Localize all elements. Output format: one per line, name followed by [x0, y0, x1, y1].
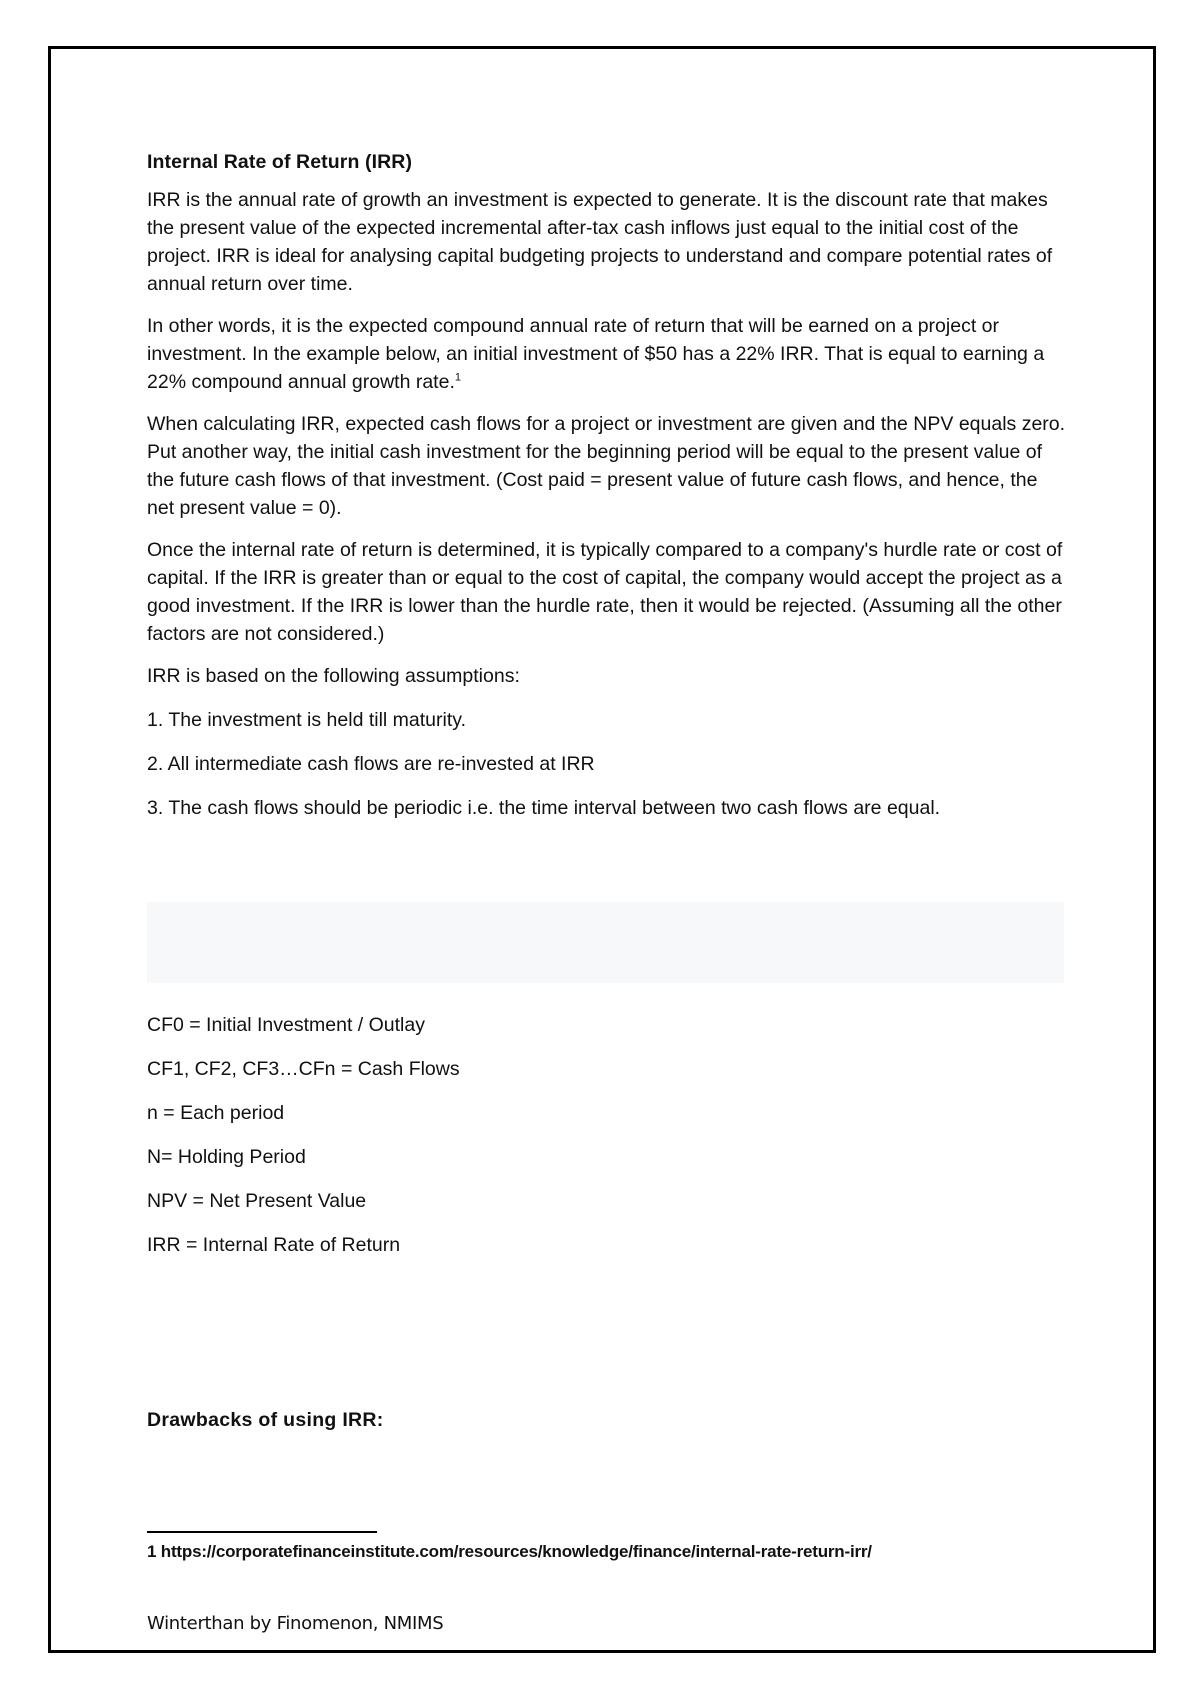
paragraph-compound-rate	[147, 312, 1067, 396]
paragraph-hurdle-rate: Once the internal rate of return is determined, it is typically compared to a company's hurdle rate or cost of capital. If the IRR is greater than or equal to the cost of capital, the company would accept the project as a good investment. If the IRR is lower than the hurdle rate, then it would be rejected. (Assuming all the other factors are not considered.)	[147, 539, 1063, 645]
assumption-item-3: 3. The cash flows should be periodic i.e. the time interval between two cash flows are equal.	[147, 797, 941, 819]
paragraph-compound-rate-text: In other words, it is the expected compound annual rate of return that will be earned on a project or investment. In the example below, an initial investment of $50 has a 22% IRR. That is equal to earning a 22% compound annual growth rate.	[147, 315, 1045, 393]
legend-item-holding-period: N= Holding Period	[147, 1146, 306, 1168]
legend-item-irr: IRR = Internal Rate of Return	[147, 1234, 401, 1256]
drawbacks-heading: Drawbacks of using IRR:	[147, 1409, 384, 1431]
paragraph-calculation: When calculating IRR, expected cash flows for a project or investment are given and the NPV equals zero. Put another way, the initial cash investment for the beginning period will be equal to the present value of the future cash flows of that investment. (Cost paid = present value of future cash flows, and hence, the net present value = 0).	[147, 413, 1066, 519]
formula-legend	[147, 1011, 1047, 1275]
footnote-divider	[147, 1531, 377, 1533]
footnote-link[interactable]: 1 https://corporatefinanceinstitute.com/resources/knowledge/finance/internal-rate-return-irr/	[147, 1542, 872, 1561]
legend-item-period: n = Each period	[147, 1102, 285, 1124]
legend-item-cf0: CF0 = Initial Investment / Outlay	[147, 1014, 425, 1036]
paragraph-definition: IRR is the annual rate of growth an investment is expected to generate. It is the discount rate that makes the present value of the expected incremental after-tax cash inflows just equal to the initial cost of the project. IRR is ideal for analysing capital budgeting projects to understand and compare potential rates of annual return over time.	[147, 189, 1053, 295]
formula-placeholder	[147, 902, 1064, 983]
legend-item-cash-flows: CF1, CF2, CF3…CFn = Cash Flows	[147, 1058, 460, 1080]
page-footer: Winterthan by Finomenon, NMIMS	[147, 1613, 444, 1634]
footnote-marker[interactable]: 1	[454, 371, 461, 384]
legend-item-npv: NPV = Net Present Value	[147, 1190, 367, 1212]
assumptions-intro: IRR is based on the following assumptions:	[147, 665, 520, 687]
assumption-item-2: 2. All intermediate cash flows are re-invested at IRR	[147, 753, 595, 775]
assumption-item-1: 1. The investment is held till maturity.	[147, 709, 466, 731]
main-content	[147, 148, 1067, 838]
page-title: Internal Rate of Return (IRR)	[147, 151, 413, 173]
